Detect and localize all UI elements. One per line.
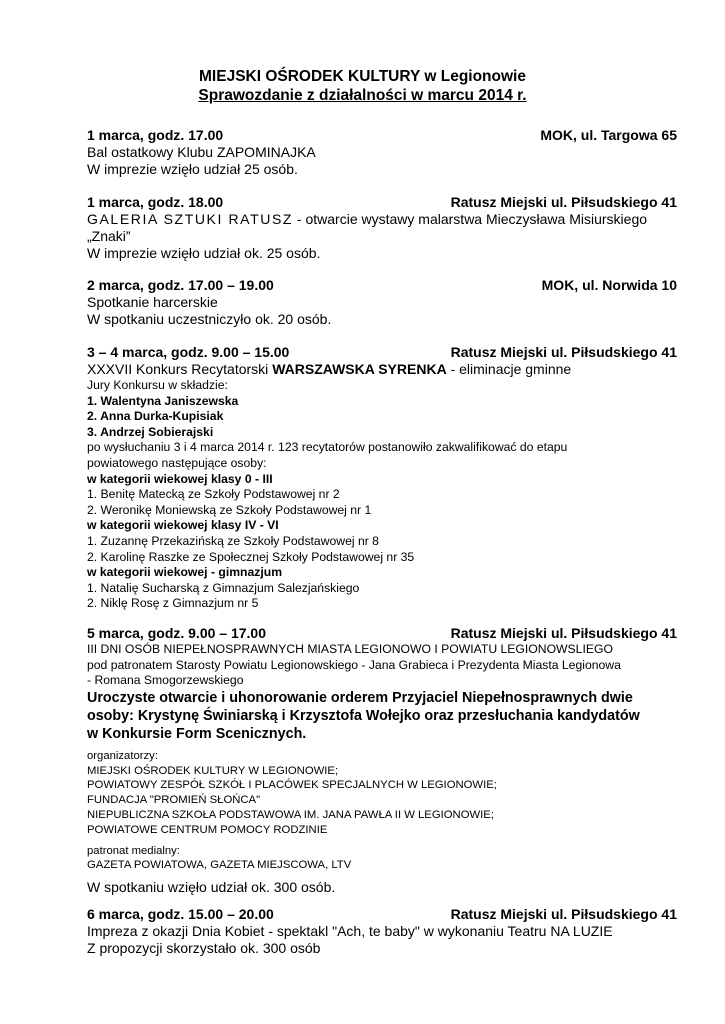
gallery-name: GALERIA SZTUKI RATUSZ [87, 211, 294, 227]
event-date: 6 marca, godz. 15.00 – 20.00 [87, 906, 274, 922]
summary-line: powiatowego następujące osoby: [87, 455, 267, 470]
media-patron-label: patronat medialny: [87, 844, 180, 857]
event-date: 1 marca, godz. 18.00 [87, 194, 224, 210]
document-subtitle: Sprawozdanie z działalności w marcu 2014 r. [198, 87, 527, 104]
organizer-item: MIEJSKI OŚRODEK KULTURY W LEGIONOWIE; [87, 764, 339, 777]
event-place: Ratusz Miejski ul. Piłsudskiego 41 [450, 194, 677, 210]
winner-item: 1. Zuzannę Przekazińską ze Szkoły Podstawowej nr 8 [87, 533, 379, 548]
event-line: W spotkaniu uczestniczyło ok. 20 osób. [87, 311, 332, 327]
media-patrons: GAZETA POWIATOWA, GAZETA MIEJSCOWA, LTV [87, 859, 352, 872]
jury-member: 2. Anna Durka-Kupisiak [87, 409, 224, 424]
contest-prefix: XXXVII Konkurs Recytatorski [87, 361, 273, 377]
event-entry [87, 343, 677, 612]
event-date: 2 marca, godz. 17.00 – 19.00 [87, 277, 274, 293]
event-place: Ratusz Miejski ul. Piłsudskiego 41 [450, 344, 677, 360]
event-header [87, 905, 677, 923]
jury-member: 1. Walentyna Janiszewska [87, 393, 239, 408]
event-line [87, 211, 677, 228]
event-line: pod patronatem Starosty Powiatu Legionowskiego - Jana Grabieca i Prezydenta Miasta Legionowa [87, 657, 621, 672]
event-line: Impreza z okazji Dnia Kobiet - spektakl "Ach, te baby" w wykonaniu Teatru NA LUZIE [87, 923, 613, 939]
winner-item: 1. Natalię Sucharską z Gimnazjum Salezjańskiego [87, 580, 360, 595]
event-line: Spotkanie harcerskie [87, 294, 218, 310]
event-line: Bal ostatkowy Klubu ZAPOMINAJKA [87, 144, 316, 160]
gallery-description: - otwarcie wystawy malarstwa Mieczysława Misiurskiego [293, 211, 648, 227]
event-line: „Znaki” [87, 228, 131, 244]
event-entry [87, 193, 677, 262]
event-entry [87, 624, 677, 896]
highlight-line: Uroczyste otwarcie i uhonorowanie orderem Przyjaciel Niepełnosprawnych dwie [87, 689, 633, 706]
winner-item: 2. Karolinę Raszke ze Społecznej Szkoły Podstawowej nr 35 [87, 549, 415, 564]
event-place: MOK, ul. Norwida 10 [541, 277, 677, 293]
highlight-line: osoby: Krystynę Świniarską i Krzysztofa Wołejko oraz przesłuchania kandydatów [87, 707, 640, 724]
category-heading: w kategorii wiekowej klasy IV - VI [87, 518, 279, 533]
jury-member: 3. Andrzej Sobierajski [87, 424, 214, 439]
event-line: W imprezie wzięło udział 25 osób. [87, 161, 298, 177]
event-entry [87, 905, 677, 957]
event-entry [87, 276, 677, 328]
contest-suffix: - eliminacje gminne [446, 361, 572, 377]
document-title: MIEJSKI OŚRODEK KULTURY w Legionowie [199, 68, 526, 85]
category-heading: w kategorii wiekowej - gimnazjum [87, 565, 283, 580]
event-line: W imprezie wzięło udział ok. 25 osób. [87, 245, 321, 261]
event-line: III DNI OSÓB NIEPEŁNOSPRAWNYCH MIASTA LEGIONOWO I POWIATU LEGIONOWSLIEGO [87, 642, 613, 656]
event-header [87, 193, 677, 211]
event-entry [87, 126, 677, 178]
event-line [87, 361, 677, 378]
event-place: MOK, ul. Targowa 65 [540, 127, 677, 143]
organizer-item: FUNDACJA "PROMIEŃ SŁOŃCA" [87, 794, 261, 807]
event-date: 3 – 4 marca, godz. 9.00 – 15.00 [87, 344, 290, 360]
event-header [87, 624, 677, 642]
event-place: Ratusz Miejski ul. Piłsudskiego 41 [450, 906, 677, 922]
organizer-item: POWIATOWY ZESPÓŁ SZKÓŁ I PLACÓWEK SPECJALNYCH W LEGIONOWIE; [87, 779, 497, 792]
summary-line: po wysłuchaniu 3 i 4 marca 2014 r. 123 recytatorów postanowiło zakwalifikować do etapu [87, 440, 568, 455]
event-header [87, 276, 677, 294]
organizers-label: organizatorzy: [87, 749, 158, 762]
event-date: 1 marca, godz. 17.00 [87, 127, 224, 143]
category-heading: w kategorii wiekowej klasy 0 - III [87, 471, 273, 486]
contest-name: WARSZAWSKA SYRENKA [272, 361, 447, 377]
event-line: - Romana Smogorzewskiego [87, 673, 244, 688]
event-date: 5 marca, godz. 9.00 – 17.00 [87, 625, 266, 641]
event-header [87, 343, 677, 361]
organizer-item: NIEPUBLICZNA SZKOŁA PODSTAWOWA IM. JANA PAWŁA II W LEGIONOWIE; [87, 808, 494, 821]
winner-item: 2. Niklę Rosę z Gimnazjum nr 5 [87, 596, 259, 611]
organizer-item: POWIATOWE CENTRUM POMOCY RODZINIE [87, 823, 328, 836]
winner-item: 1. Benitę Matecką ze Szkoły Podstawowej nr 2 [87, 487, 340, 502]
winner-item: 2. Weronikę Moniewską ze Szkoły Podstawowej nr 1 [87, 502, 372, 517]
highlight-line: w Konkursie Form Scenicznych. [87, 725, 307, 742]
event-header [87, 126, 677, 144]
attendance-line: W spotkaniu wzięło udział ok. 300 osób. [87, 879, 336, 896]
jury-label: Jury Konkursu w składzie: [87, 378, 228, 392]
event-line: Z propozycji skorzystało ok. 300 osób [87, 940, 321, 956]
event-place: Ratusz Miejski ul. Piłsudskiego 41 [450, 625, 677, 641]
